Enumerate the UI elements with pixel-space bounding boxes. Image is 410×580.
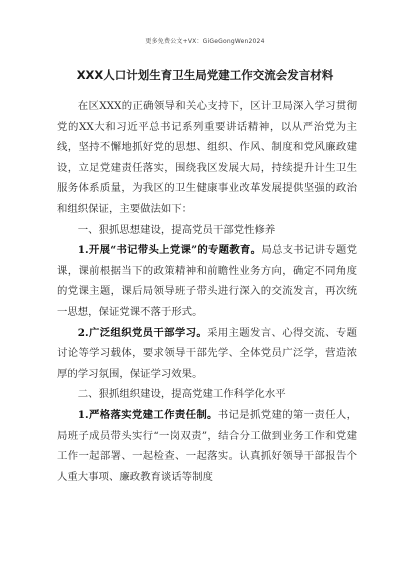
item-lead-1: 1.开展“书记带头上党课”的专题教育。 xyxy=(77,244,262,257)
item-text-1: 局总支书记讲专题党课，课前根据当下的政策精神和前瞻性业务方向，确定不同角度的党课主题，课后局领导班子带头进行深入的交流发言，再次统一思想，保证党课不落于形式。 xyxy=(57,244,357,318)
item-paragraph-3 xyxy=(57,405,357,487)
header-note: 更多免费公文+VX：GiGeGongWen2024 xyxy=(145,38,265,45)
item-text-3: 书记是抓党建的第一责任人，局班子成员带头实行“一岗双责”，结合分工做到业务工作和党建工作一起部署、一起检查、一起落实。认真抓好领导干部报告个人重大事项、廉政教育谈话等制度 xyxy=(57,408,357,483)
item-lead-2: 2.广泛组织党员干部学习。 xyxy=(77,326,208,339)
section-heading-2: 二、狠抓组织建设，提高党建工作科学化水平 xyxy=(77,388,286,401)
section-heading-1: 一、狠抓思想建设，提高党员干部党性修养 xyxy=(77,223,276,236)
item-lead-3: 1.严格落实党建工作责任制。 xyxy=(77,408,218,421)
item-paragraph-2 xyxy=(57,323,357,385)
document-title: XXX人口计划生育卫生局党建工作交流会发言材料 xyxy=(76,68,334,82)
item-text-2: 采用主题发言、心得交流、专题讨论等学习载体，要求领导干部先学、全体党员广泛学，营造浓厚的学习氛围，保证学习效果。 xyxy=(57,326,357,380)
item-paragraph-1 xyxy=(57,240,357,322)
intro-paragraph: 在区XXX的正确领导和关心支持下，区计卫局深入学习贯彻党的XX大和习近平总书记系列重要讲话精神，以从严治党为主线，坚持不懈地抓好党的思想、组织、作风、制度和党风廉政建设，立足党建责任落实，围绕我区发展大局，持续提升计生卫生服务体系质量，为我区的卫生健康事业改革发展提供坚强的政治和组织保证，主要做法如下： xyxy=(57,100,357,215)
document-body xyxy=(57,96,357,487)
